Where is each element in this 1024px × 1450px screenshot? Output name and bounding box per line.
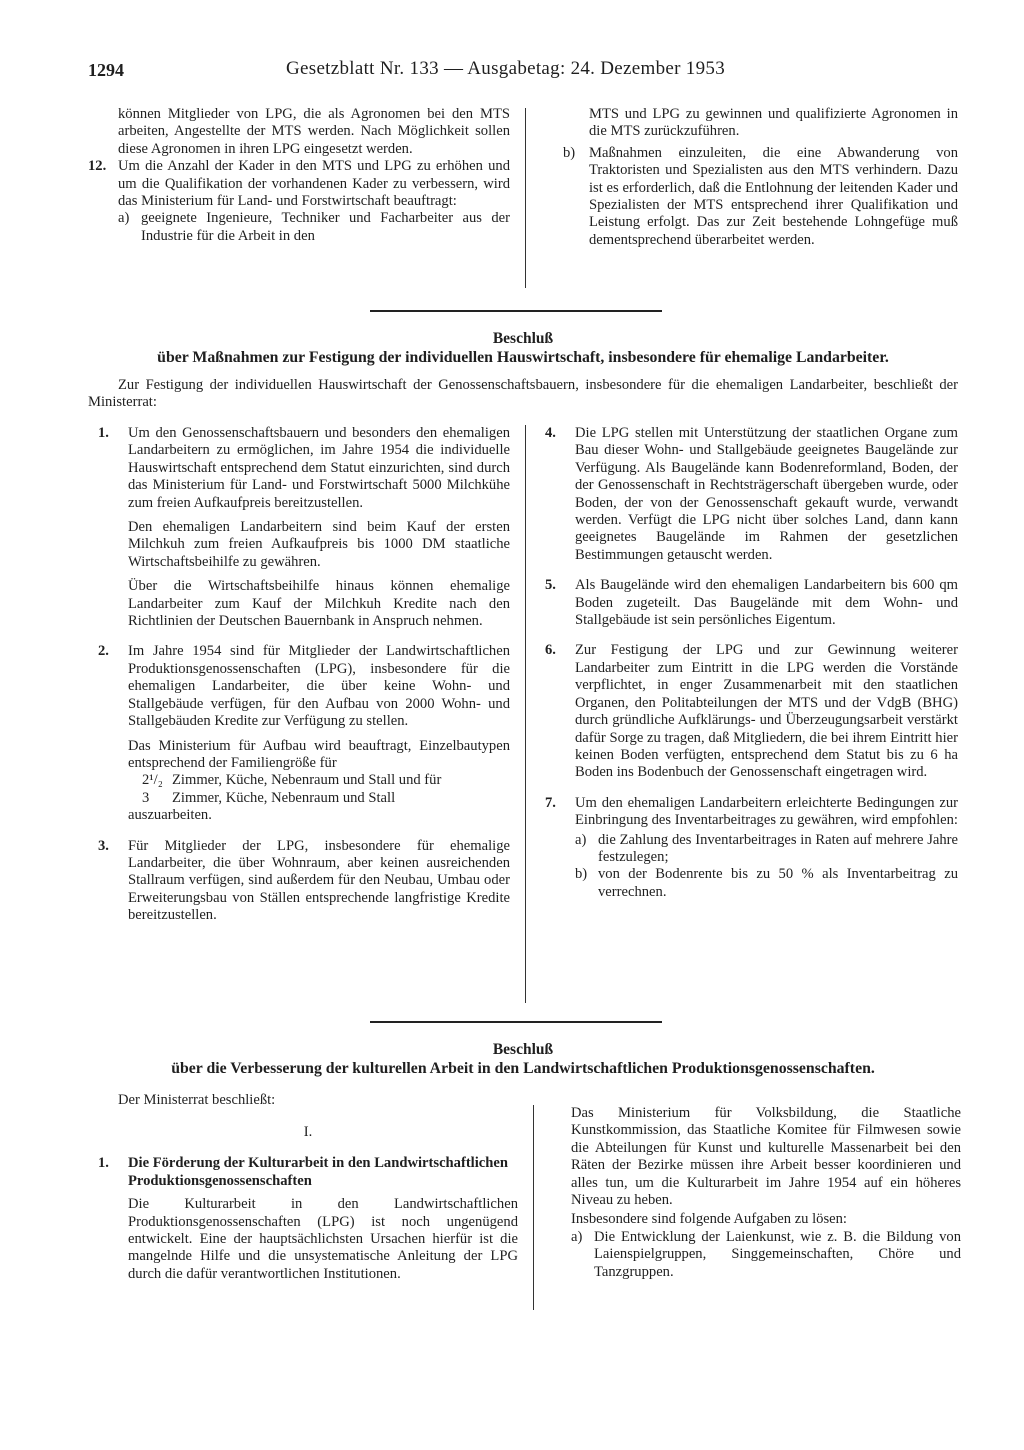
item-paragraph: Die Kulturarbeit in den Landwirtschaftlichen Produktionsgenossenschaften (LPG) ist noch ungenügend entwickelt. Eine der hauptsächlichsten Ursachen hierfür ist die mangelnde Hilfe und die unsystematische Anleitung der LPG durch die dafür verantwortlichen Institutionen. — [128, 1196, 518, 1282]
subitem-b — [575, 866, 958, 901]
item-number: 5. — [545, 577, 556, 594]
item-number: 12. — [88, 158, 107, 175]
page-number: 1294 — [88, 60, 124, 80]
section1-item-7 — [545, 795, 958, 901]
item-paragraph: Um den ehemaligen Landarbeitern erleichterte Bedingungen zur Einbringung des Inventarbeitrages zu gewähren, wird empfohlen: — [575, 794, 958, 829]
subitem-a — [575, 832, 958, 867]
column-divider — [533, 1105, 534, 1310]
section2-subheading: über die Verbesserung der kulturellen Arbeit in den Landwirtschaftlichen Produktionsgenossenschaften. — [171, 1060, 875, 1078]
room-count: 3 — [142, 789, 150, 806]
item-paragraph: auszuarbeiten. — [128, 807, 212, 824]
item-number: 1. — [98, 1155, 109, 1172]
item-paragraph: Um den Genossenschaftsbauern und besonders den ehemaligen Landarbeitern zu ermöglichen, im Jahre 1954 die individuelle Hauswirtschaft entsprechend dem Statut einzurichten, sind durch das Ministerium für Land- und Forstwirtschaft 5000 Milchkühe zum freien Aufkaufpreis bereitzustellen. — [128, 425, 510, 511]
item-paragraph: Für Mitglieder der LPG, insbesondere für ehemalige Landarbeiter, die über Wohnraum, aber keinen ausreichenden Stallraum verfügen, sind außerdem für den Neubau, Umbau oder Erweiterungsbau von Ställen entsprechende langfristige Kredite bereitzustellen. — [128, 837, 510, 924]
item-paragraph: Den ehemaligen Landarbeitern sind beim Kauf der ersten Milchkuh zum freien Aufkaufpreis bis 1000 DM staatliche Wirtschaftsbeihilfe zu gewähren. — [128, 519, 510, 570]
roman-numeral-heading: I. — [303, 1124, 313, 1140]
top-right-column — [563, 106, 958, 249]
paragraph: Das Ministerium für Volksbildung, die Staatliche Kunstkommission, das Staatliche Komitee für Filmwesen sowie die Abteilungen für Kunst und kulturelle Massenarbeit bei den Räten der Bezirke müssen ihre Arbeit besser koordinieren und alles tun, um die Kulturarbeit im Jahre 1954 auf ein höheres Niveau zu heben. — [571, 1105, 961, 1209]
item-paragraph: Zur Festigung der LPG und zur Gewinnung weiterer Landarbeiter zum Eintritt in die LPG werden die Vorstände verpflichtet, in enger Zusammenarbeit mit den staatlichen Organen, den Politabteilungen der MTS und der VdgB (BHG) durch gründliche Aufklärungs- und Überzeugungsarbeit verstärkt dafür Sorge zu tragen, daß Mitgliedern, die bei ihrem Eintritt hier keinen Boden verfügten, entsprechend dem Statut bis zu 6 ha Boden ins Bodenbuch der Genossenschaft eingetragen wird. — [575, 642, 958, 781]
subitem-a — [118, 210, 510, 245]
item-number: 6. — [545, 642, 556, 659]
item-number: 4. — [545, 425, 556, 441]
subitem-label: a) — [571, 1228, 583, 1245]
section1-right-column — [545, 425, 958, 901]
subitem-text: Maßnahmen einzuleiten, die eine Abwanderung von Traktoristen und Spezialisten aus den MTS verhindern. Dazu ist es erforderlich, daß die Entlohnung der leitenden Kader und Spezialisten der MTS entsprechend ihrer Qualifikation und Leistung erfolgt. Das zur Zeit bestehende Lohngefüge muß dementsprechend überarbeitet werden. — [589, 144, 958, 248]
continuation-text-left: können Mitglieder von LPG, die als Agronomen bei den MTS arbeiten, Angestellte der MTS werden. Nach Möglichkeit sollen diese Agronomen in ihren LPG eingesetzt werden. — [118, 106, 510, 157]
paragraph: Insbesondere sind folgende Aufgaben zu lösen: — [571, 1211, 847, 1228]
room-type-line — [128, 790, 510, 807]
section2-header — [88, 1041, 958, 1078]
section1-intro: Zur Festigung der individuellen Hauswirtschaft der Genossenschaftsbauern, insbesondere für die ehemaligen Landarbeiter, beschließt der Ministerrat: — [88, 377, 958, 411]
section1-item-5 — [545, 577, 958, 629]
item-number: 2. — [98, 643, 109, 660]
section1-left-column — [98, 425, 510, 925]
section1-subheading: über Maßnahmen zur Festigung der individuellen Hauswirtschaft, insbesondere für ehemalige Landarbeiter. — [157, 349, 889, 367]
room-type-text: Zimmer, Küche, Nebenraum und Stall — [172, 789, 396, 806]
column-divider — [525, 425, 526, 1003]
item-text: Um die Anzahl der Kader in den MTS und LPG zu erhöhen und um die Qualifikation der vorhandenen Kader zu verbessern, wird das Ministerium für Land- und Forstwirtschaft beauftragt: — [118, 158, 510, 210]
section1-item-3 — [98, 838, 510, 925]
section2-left-column — [98, 1124, 518, 1283]
section2-right-column — [571, 1105, 961, 1281]
section1-header — [88, 330, 958, 367]
room-type-text: Zimmer, Küche, Nebenraum und Stall und für — [172, 772, 442, 789]
subitem-label: a) — [118, 210, 130, 227]
item-number: 7. — [545, 794, 556, 811]
section2-item-1 — [98, 1155, 518, 1283]
top-left-column — [88, 106, 510, 245]
section-divider — [370, 1021, 662, 1023]
subitem-text: die Zahlung des Inventarbeitrages in Raten auf mehrere Jahre festzulegen; — [598, 831, 958, 865]
item-paragraph: Die LPG stellen mit Unterstützung der staatlichen Organe zum Bau dieser Wohn- und Stallgebäude geeignetes Baugelände zur Verfügung. Als Baugelände kann Bodenreformland, Boden, der der Genossenschaft in Rechtsträgerschaft übergeben wurde, oder Boden, der von der Genossenschaft gekauft wurde, verwandt werden. Verfügt die LPG nicht über solches Land, dann kann geeignetes Baugelände im Rahmen der gesetzlichen Bestimmungen getauscht werden. — [575, 425, 958, 563]
subitem-label: b) — [563, 144, 576, 161]
continuation-text-right: MTS und LPG zu gewinnen und qualifizierte Agronomen in die MTS zurückzuführen. — [589, 106, 958, 140]
subitem-label: a) — [575, 831, 587, 848]
column-divider — [525, 108, 526, 288]
section2-intro: Der Ministerrat beschließt: — [118, 1092, 276, 1108]
item-title: Die Förderung der Kulturarbeit in den Landwirtschaftlichen Produktionsgenossenschaften — [128, 1155, 508, 1189]
room-count: 2¹/₂ — [142, 772, 163, 789]
subitem-text: Die Entwicklung der Laienkunst, wie z. B. die Bildung von Laienspielgruppen, Singgemeinschaften, Chöre und Tanzgruppen. — [594, 1228, 961, 1280]
section1-item-4 — [545, 425, 958, 564]
section1-item-1 — [98, 425, 510, 630]
item-number: 1. — [98, 425, 109, 441]
room-type-line — [128, 772, 510, 789]
item-paragraph: Im Jahre 1954 sind für Mitglieder der Landwirtschaftlichen Produktionsgenossenschaften (LPG), insbesondere für die ehemaligen Landarbeiter, die über keine Wohn- und Stallgebäude verfügen, für den Aufbau von 2000 Wohn- und Stallgebäuden Kredite zur Verfügung zu stellen. — [128, 643, 510, 730]
subitem-label: b) — [575, 866, 588, 883]
item-paragraph: Das Ministerium für Aufbau wird beauftragt, Einzelbautypen entsprechend der Familiengröße für — [128, 737, 510, 771]
item-paragraph: Über die Wirtschaftsbeihilfe hinaus können ehemalige Landarbeiter zum Kauf der Milchkuh Kredite nach den Richtlinien der Deutschen Bauernbank in Anspruch nehmen. — [128, 578, 510, 630]
section-divider — [370, 310, 662, 312]
subitem-a — [571, 1229, 961, 1281]
item-number: 3. — [98, 837, 109, 854]
subitem-b — [563, 145, 958, 249]
item-12 — [88, 158, 510, 245]
subitem-text: geeignete Ingenieure, Techniker und Facharbeiter aus der Industrie für die Arbeit in den — [141, 210, 510, 244]
section1-item-6 — [545, 642, 958, 781]
section1-item-2 — [98, 643, 510, 824]
gazette-header-title: Gesetzblatt Nr. 133 — Ausgabetag: 24. Dezember 1953 — [286, 58, 725, 79]
item-paragraph: Als Baugelände wird den ehemaligen Landarbeitern bis 600 qm Boden zugeteilt. Das Baugelände mit dem Wohn- und Stallgebäude ist sein persönliches Eigentum. — [575, 577, 958, 629]
section2-heading: Beschluß — [492, 1041, 554, 1058]
subitem-text: von der Bodenrente bis zu 50 % als Inventarbeitrag zu verrechnen. — [598, 866, 958, 900]
section1-heading: Beschluß — [492, 330, 554, 347]
